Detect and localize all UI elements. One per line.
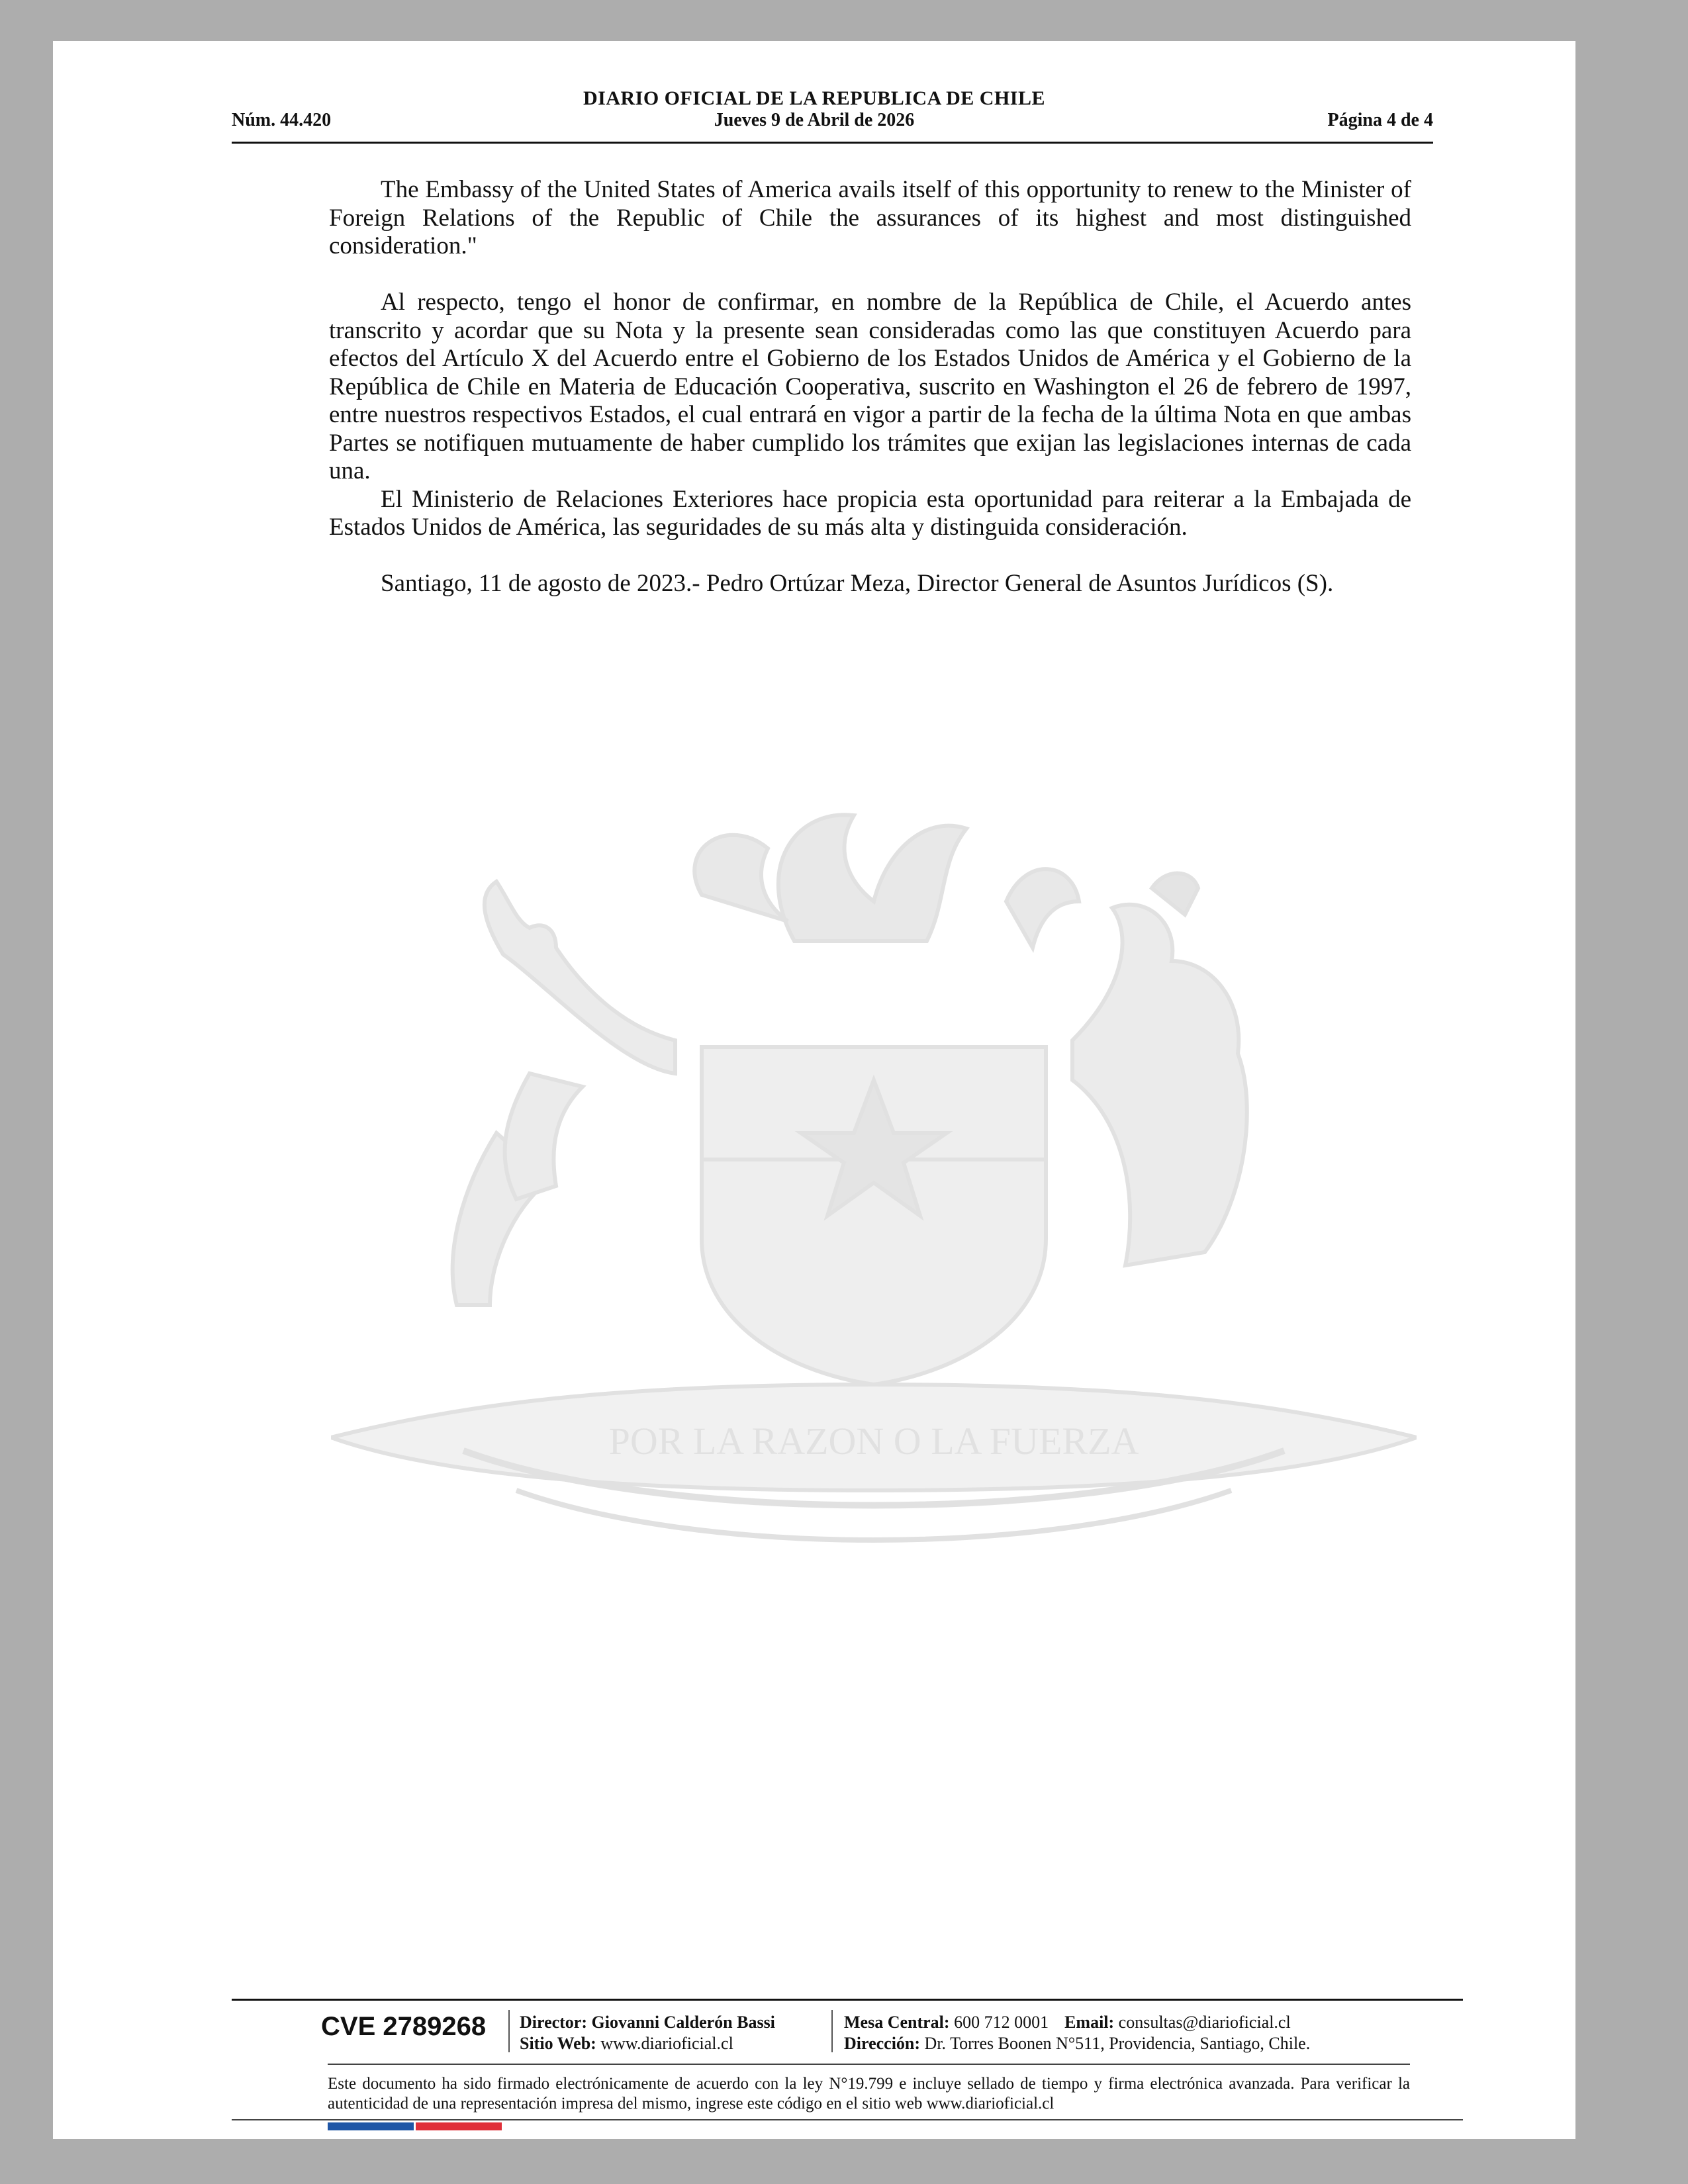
address-label: Dirección: <box>844 2034 921 2053</box>
page-indicator: Página 4 de 4 <box>1327 110 1433 130</box>
phone-value: 600 712 0001 <box>954 2013 1049 2032</box>
paragraph: El Ministerio de Relaciones Exteriores hace propicia esta oportunidad para reiterar a la Embajada de Estados Unidos de América, las seguridades de su más alta y distinguida consideración. <box>329 485 1411 541</box>
watermark-motto: POR LA RAZON O LA FUERZA <box>608 1420 1139 1463</box>
footer-divider <box>232 2119 1463 2120</box>
footer-separator <box>831 2010 833 2052</box>
issue-number: Núm. 44.420 <box>232 110 332 130</box>
document-page <box>53 41 1575 2139</box>
issue-date: Jueves 9 de Abril de 2026 <box>714 110 915 130</box>
paragraph: Santiago, 11 de agosto de 2023.- Pedro Ortúzar Meza, Director General de Asuntos Jurídicos (S). <box>381 570 1334 597</box>
phone-label: Mesa Central: <box>844 2013 950 2032</box>
paragraph: The Embassy of the United States of America avails itself of this opportunity to renew to the Minister of Foreign Relations of the Republic of Chile the assurances of its highest and most distinguished consideration." <box>329 176 1411 259</box>
document-body <box>329 176 1411 598</box>
footer-separator <box>508 2010 510 2052</box>
address-value: Dr. Torres Boonen N°511, Providencia, Santiago, Chile. <box>924 2034 1311 2053</box>
footer-contact-block <box>844 2012 1310 2054</box>
flag-stripe-blue <box>328 2122 414 2130</box>
website-label: Sitio Web: <box>520 2034 596 2053</box>
footer-divider <box>328 2064 1410 2065</box>
website-link[interactable]: www.diarioficial.cl <box>600 2034 733 2053</box>
director-label: Director: <box>520 2013 588 2032</box>
email-link[interactable]: consultas@diarioficial.cl <box>1118 2013 1291 2032</box>
chile-coat-of-arms-icon <box>331 789 1417 1570</box>
cve-code: CVE 2789268 <box>321 2012 487 2041</box>
email-label: Email: <box>1064 2013 1115 2032</box>
footer-director-block <box>520 2012 775 2054</box>
flag-stripe-red <box>416 2122 502 2130</box>
signature-notice: Este documento ha sido firmado electrónicamente de acuerdo con la ley N°19.799 e incluye sellado de tiempo y firma electrónica avanzada. Para verificar la autenticidad de una representación impresa del mismo, ingrese este código en el sitio web www.diarioficial.cl <box>328 2075 1410 2113</box>
paragraph: Al respecto, tengo el honor de confirmar, en nombre de la República de Chile, el Acuerdo antes transcrito y acordar que su Nota y la presente sean consideradas como las que constituyen Acuerdo para efectos del Artículo X del Acuerdo entre el Gobierno de los Estados Unidos de América y el Gobierno de la República de Chile en Materia de Educación Cooperativa, suscrito en Washington el 26 de febrero de 1997, entre nuestros respectivos Estados, el cual entrará en vigor a partir de la fecha de la última Nota en que ambas Partes se notifiquen mutuamente de haber cumplido los trámites que exijan las legislaciones internas de cada una. <box>329 289 1411 484</box>
gazette-title: DIARIO OFICIAL DE LA REPUBLICA DE CHILE <box>583 87 1045 109</box>
director-name: Giovanni Calderón Bassi <box>591 2013 775 2032</box>
footer-divider <box>232 1999 1463 2001</box>
header-divider <box>232 142 1433 144</box>
